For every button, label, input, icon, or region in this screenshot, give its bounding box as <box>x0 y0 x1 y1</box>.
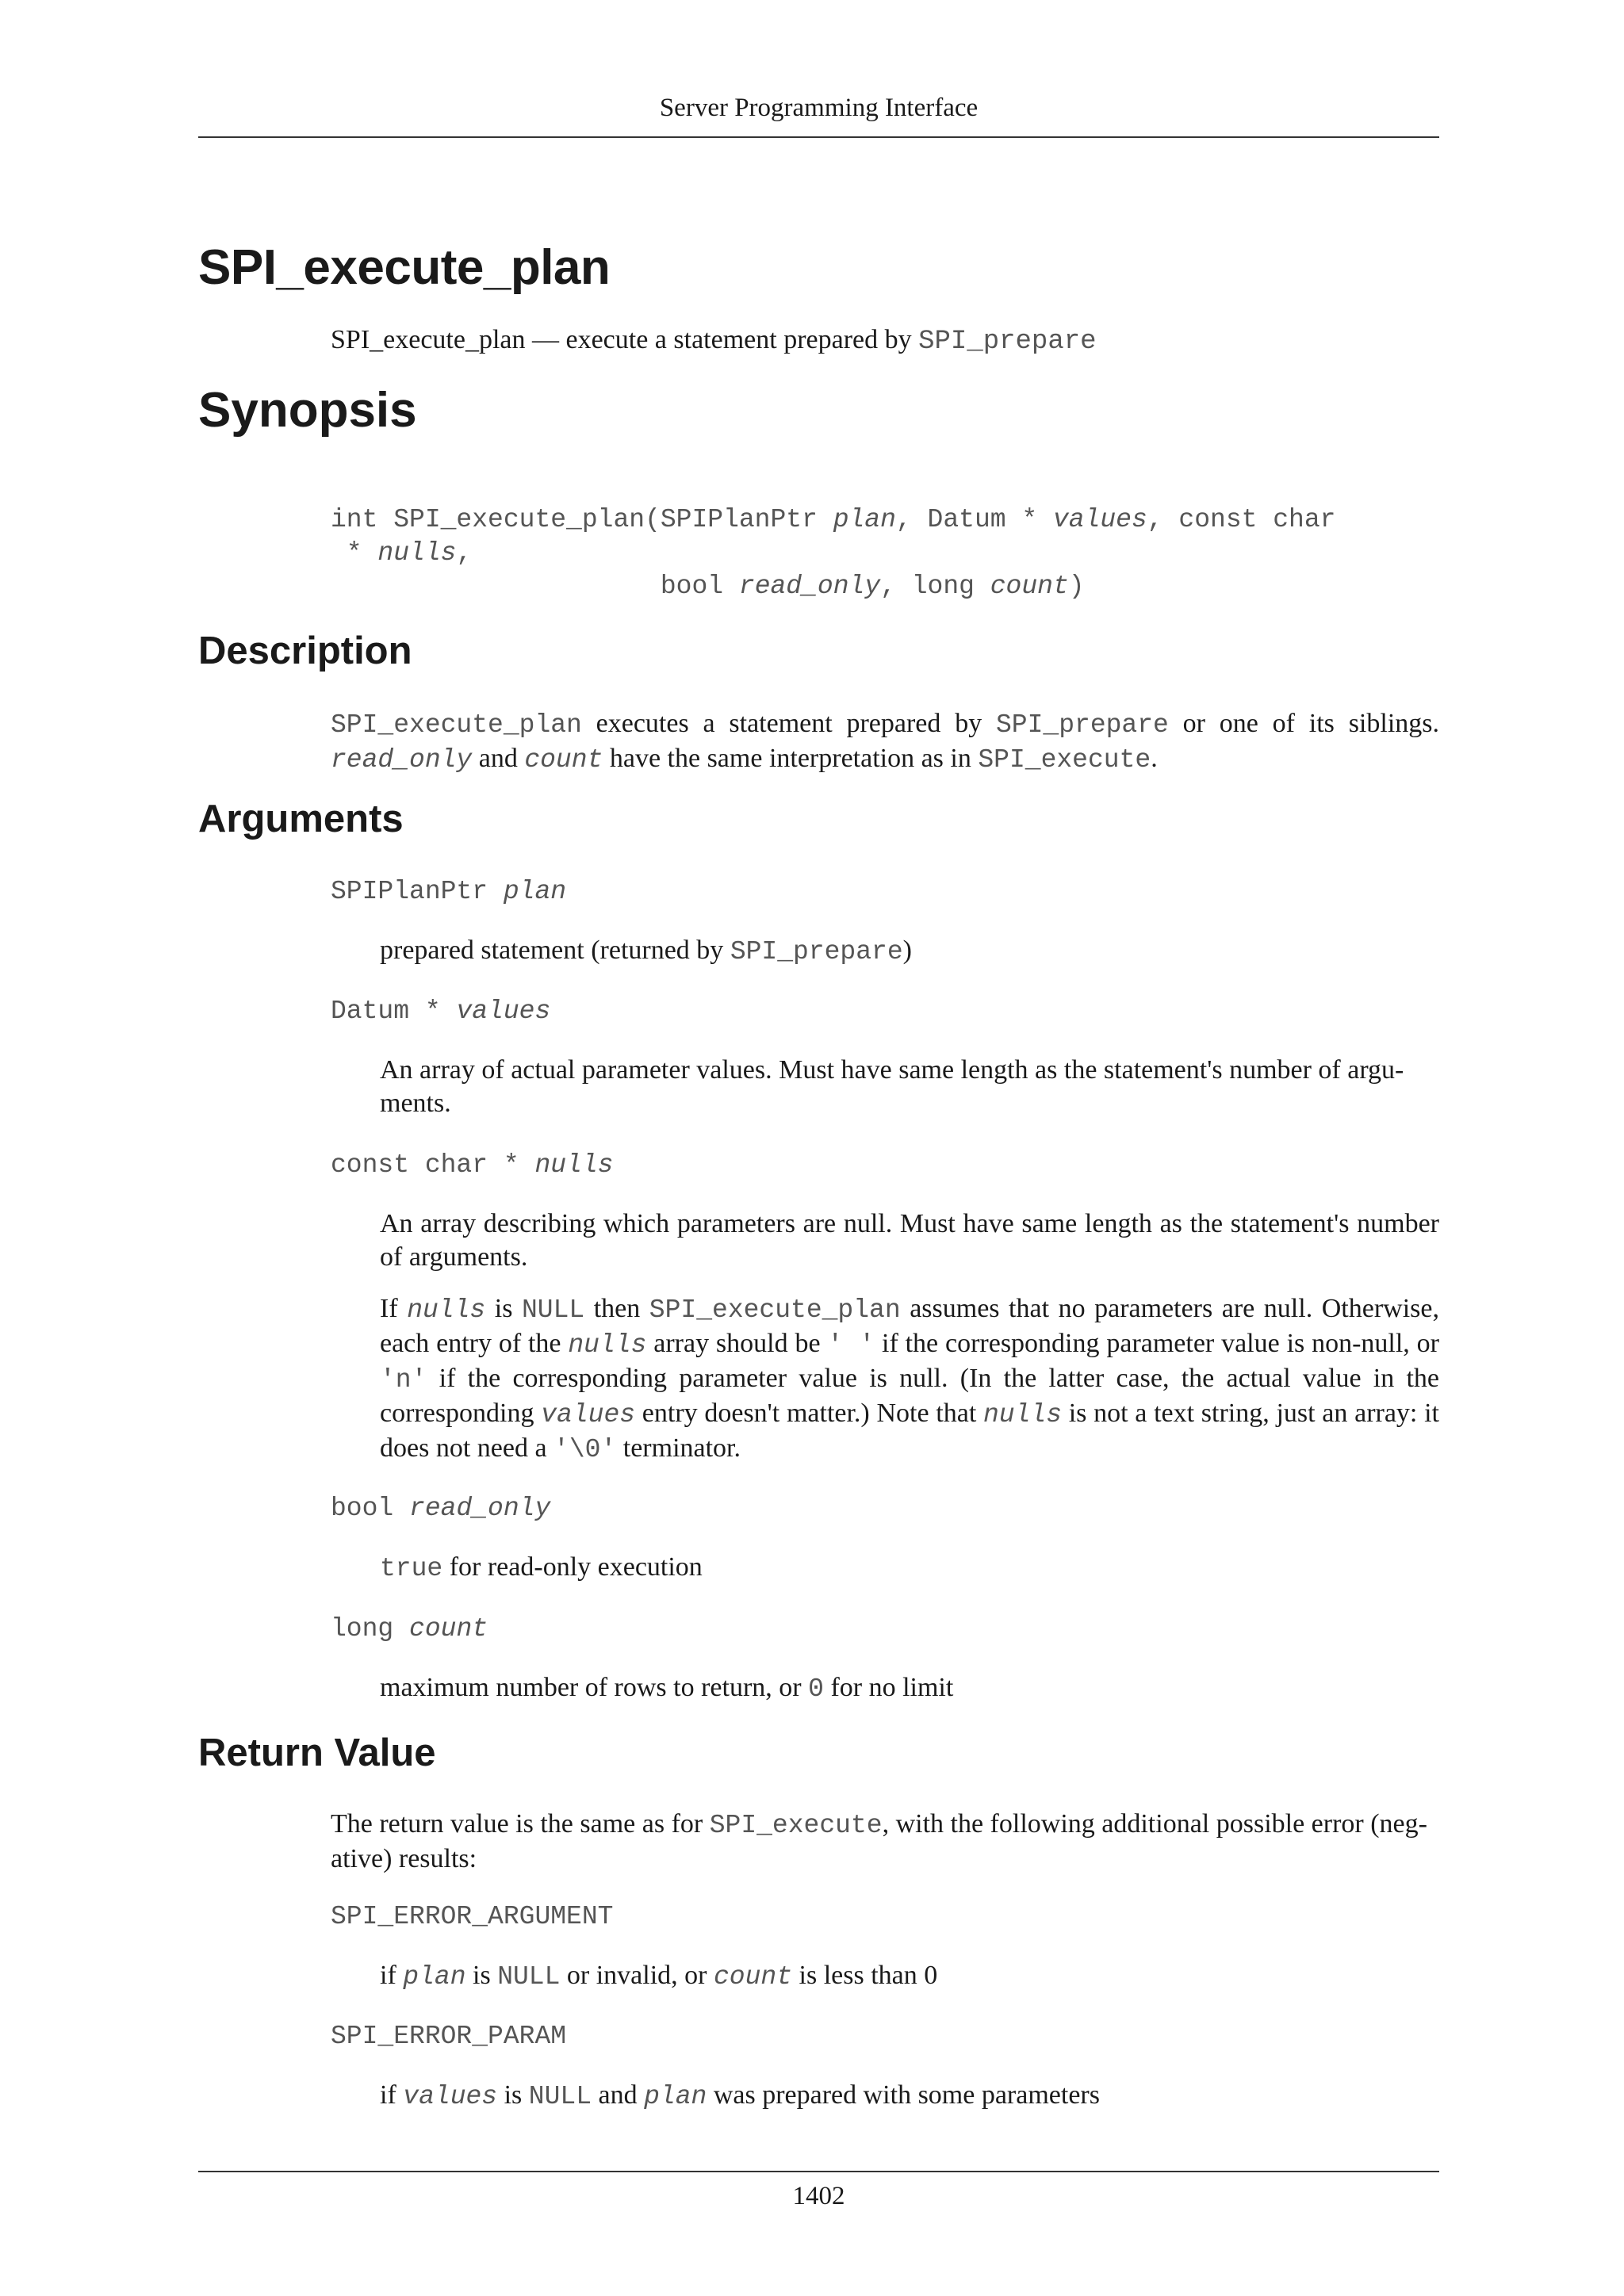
arg-term-read-only: bool read_only <box>331 1494 551 1523</box>
description-paragraph: SPI_execute_plan executes a statement prepared by SPI_prepare or one of its siblings. read_only and count have the same interpretation as in SPI_execute. <box>331 709 1439 775</box>
arg-term-count: long count <box>331 1614 488 1644</box>
arg-def-count: maximum number of rows to return, or 0 for no limit <box>380 1673 954 1704</box>
description-heading: Description <box>198 629 412 672</box>
error-def-param: if values is NULL and plan was prepared with some parameters <box>380 2080 1100 2111</box>
arg-term-values: Datum * values <box>331 997 551 1026</box>
header-rule <box>198 136 1439 138</box>
error-term-param: SPI_ERROR_PARAM <box>331 2022 567 2051</box>
return-value-intro: The return value is the same as for SPI_execute, with the following additional possible error (neg- ative) results: <box>331 1809 1427 1873</box>
error-term-argument: SPI_ERROR_ARGUMENT <box>331 1902 614 1931</box>
return-value-heading: Return Value <box>198 1732 436 1774</box>
synopsis-code: int SPI_execute_plan(SPIPlanPtr plan, Datum * values, const char * nulls, bool read_only, long count) <box>331 505 1336 601</box>
refname-purpose: execute a statement prepared by <box>565 325 919 354</box>
footer-rule <box>198 2171 1439 2172</box>
arg-term-nulls: const char * nulls <box>331 1150 614 1180</box>
arg-term-plan: SPIPlanPtr plan <box>331 877 567 906</box>
arg-def-nulls: An array describing which parameters are null. Must have same length as the statement's number of arguments. <box>380 1209 1439 1272</box>
refname: SPI_execute_plan <box>331 325 526 354</box>
error-def-argument: if plan is NULL or invalid, or count is less than 0 <box>380 1961 938 1992</box>
refname-purpose-code: SPI_prepare <box>918 327 1097 357</box>
refname-line <box>331 325 1097 357</box>
arg-def-nulls-detail: If nulls is NULL then SPI_execute_plan assumes that no parameters are null. Otherwise, each entry of the nulls array should be ' ' if the corresponding parameter value is non-null, or 'n' if the corresponding parameter value is null. (In the latter case, the actual value in the corresponding values entry doesn't matter.) Note that nulls is not a text string, just an array: it does not need a '\0' terminator. <box>380 1294 1439 1464</box>
refname-dash: — <box>525 325 566 354</box>
arguments-heading: Arguments <box>198 798 404 840</box>
arg-def-plan: prepared statement (returned by SPI_prepare) <box>380 936 912 966</box>
arg-def-read-only: true for read-only execution <box>380 1552 703 1583</box>
synopsis-heading: Synopsis <box>198 383 417 438</box>
running-header: Server Programming Interface <box>659 94 979 122</box>
page-title: SPI_execute_plan <box>198 240 611 295</box>
arg-def-values: An array of actual parameter values. Must have same length as the statement's number of argu- ments. <box>380 1055 1404 1118</box>
page-number: 1402 <box>792 2182 845 2210</box>
